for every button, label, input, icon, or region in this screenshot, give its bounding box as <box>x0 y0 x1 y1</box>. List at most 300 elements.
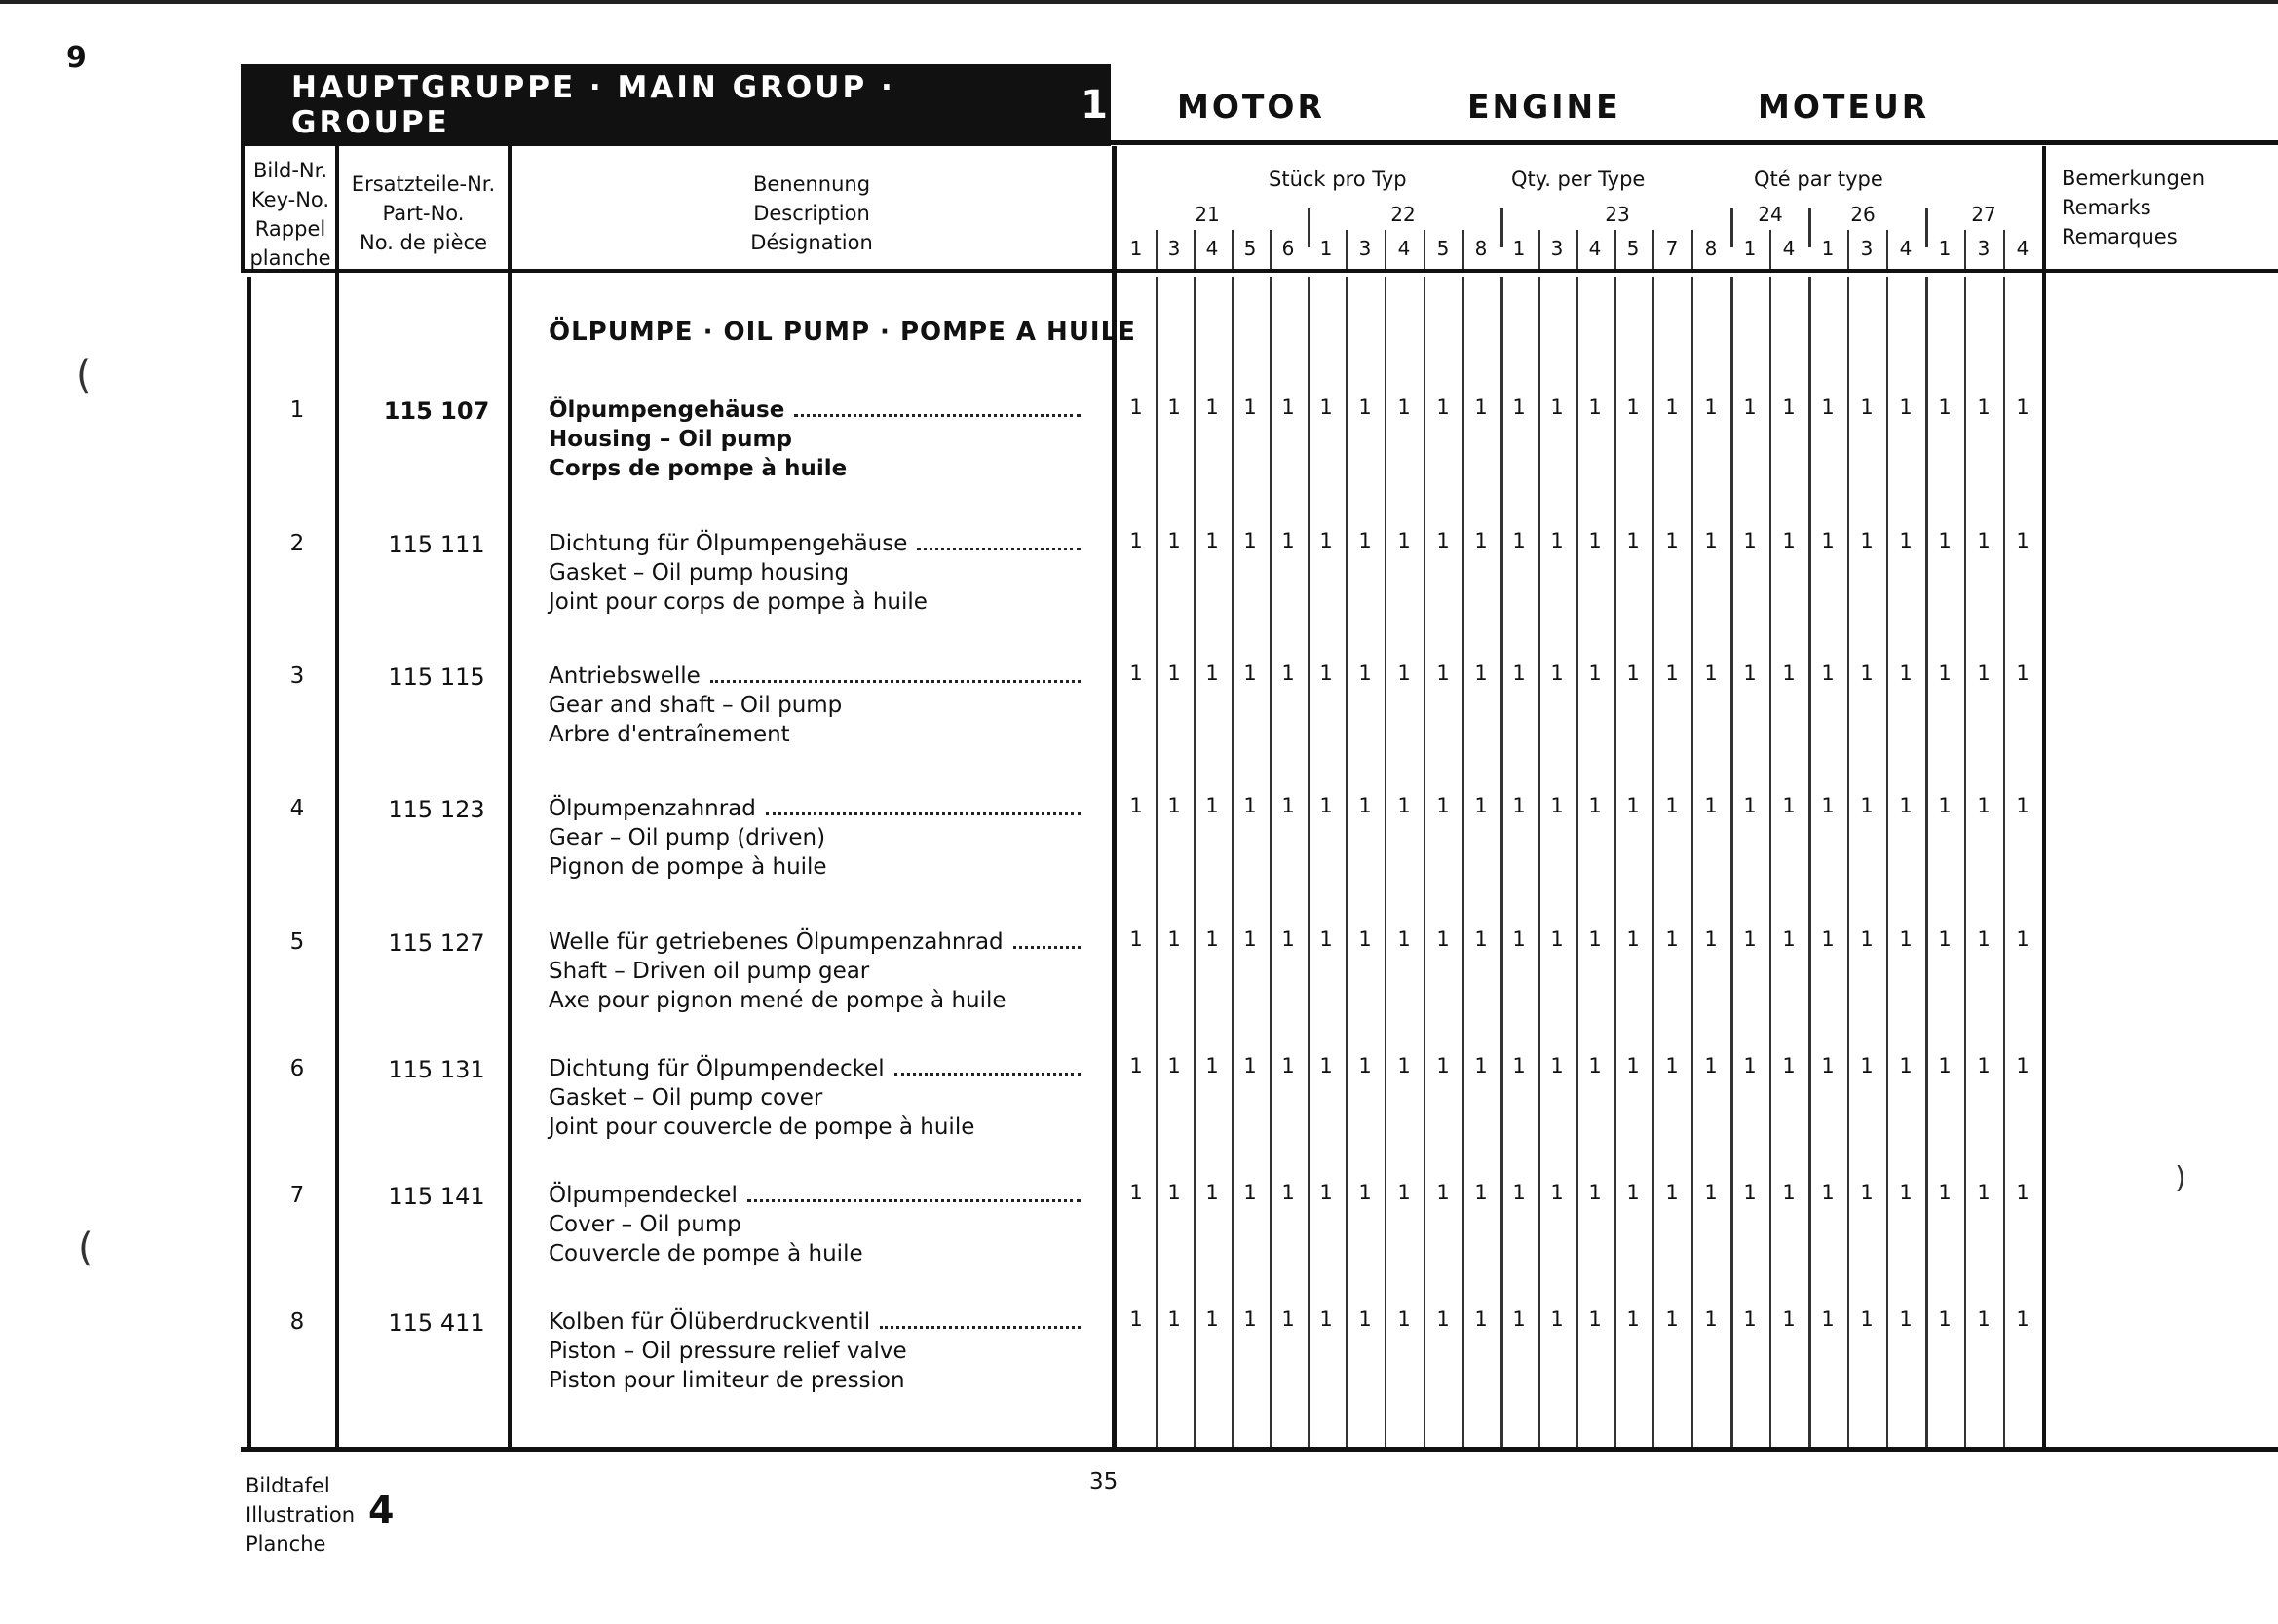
header-top-rule <box>1111 140 2278 145</box>
header-line: Bemerkungen <box>2062 167 2206 190</box>
quantity-cell: 1 <box>1474 1054 1488 1077</box>
qty-column-rule <box>1847 277 1849 1447</box>
quantity-cell: 1 <box>1474 1181 1488 1204</box>
quantity-cell: 1 <box>1281 529 1295 552</box>
part-no-header <box>339 170 508 257</box>
quantity-cell: 1 <box>1743 396 1757 419</box>
qty-subheader: 5 <box>1243 237 1257 260</box>
quantity-cell: 1 <box>1860 1181 1874 1204</box>
qty-header-de: Stück pro Typ <box>1269 168 1407 191</box>
table-bottom-rule <box>241 1447 2278 1452</box>
quantity-cell: 1 <box>1899 529 1913 552</box>
page-number: 35 <box>1089 1469 1119 1494</box>
quantity-cell: 1 <box>1588 1181 1602 1204</box>
margin-mark: ) <box>2175 1161 2186 1195</box>
quantity-cell: 1 <box>1129 529 1143 552</box>
header-line: Key-No. <box>250 188 330 211</box>
quantity-cell: 1 <box>1281 396 1295 419</box>
main-group-banner <box>241 64 1111 146</box>
quantity-cell: 1 <box>1129 396 1143 419</box>
quantity-cell: 1 <box>1665 927 1679 951</box>
footer-label-line: Planche <box>246 1532 326 1556</box>
description-fr: Arbre d'entraînement <box>549 722 790 747</box>
description-en: Gasket – Oil pump housing <box>549 560 850 585</box>
qty-column-rule <box>1500 277 1503 1447</box>
quantity-cell: 1 <box>1821 661 1835 685</box>
quantity-cell: 1 <box>1243 396 1257 419</box>
leader-dots <box>747 1199 1081 1202</box>
quantity-cell: 1 <box>1665 529 1679 552</box>
quantity-cell: 1 <box>1899 396 1913 419</box>
quantity-cell: 1 <box>2016 927 2030 951</box>
quantity-cell: 1 <box>1474 529 1488 552</box>
quantity-cell: 1 <box>1743 794 1757 817</box>
banner-label: HAUPTGRUPPE · MAIN GROUP · GROUPE <box>291 70 895 140</box>
quantity-cell: 1 <box>1821 1054 1835 1077</box>
quantity-cell: 1 <box>1550 1054 1564 1077</box>
banner-group-number: 1 <box>1081 83 1111 128</box>
quantity-cell: 1 <box>1743 661 1757 685</box>
quantity-cell: 1 <box>1319 1307 1333 1331</box>
quantity-cell: 1 <box>1436 1181 1450 1204</box>
quantity-cell: 1 <box>1397 529 1411 552</box>
quantity-cell: 1 <box>1899 927 1913 951</box>
quantity-cell: 1 <box>1704 396 1718 419</box>
qty-column-rule <box>1614 277 1616 1447</box>
description-de-text: Antriebswelle <box>549 663 701 689</box>
quantity-cell: 1 <box>1512 1307 1526 1331</box>
quantity-cell: 1 <box>1550 396 1564 419</box>
quantity-cell: 1 <box>1550 1307 1564 1331</box>
qty-column-rule <box>1308 277 1310 1447</box>
qty-subheader: 4 <box>1588 237 1602 260</box>
quantity-cell: 1 <box>1821 794 1835 817</box>
quantity-cell: 1 <box>1358 529 1372 552</box>
qty-subheader: 3 <box>1358 237 1372 260</box>
quantity-cell: 1 <box>1512 396 1526 419</box>
quantity-cell: 1 <box>1626 1181 1640 1204</box>
description-de-text: Dichtung für Ölpumpendeckel <box>549 1056 885 1081</box>
description-de <box>549 927 1084 957</box>
quantity-cell: 1 <box>2016 529 2030 552</box>
type-label: 23 <box>1605 203 1630 226</box>
header-line: Désignation <box>750 231 873 254</box>
part-number: 115 411 <box>388 1309 485 1337</box>
quantity-cell: 1 <box>2016 1181 2030 1204</box>
quantity-cell: 1 <box>1938 529 1952 552</box>
header-line: Part-No. <box>382 202 465 225</box>
quantity-cell: 1 <box>1167 1181 1181 1204</box>
qty-subheader: 3 <box>1860 237 1874 260</box>
description-en: Shaft – Driven oil pump gear <box>549 959 870 984</box>
quantity-cell: 1 <box>1512 1181 1526 1204</box>
quantity-cell: 1 <box>1397 927 1411 951</box>
quantity-cell: 1 <box>1977 661 1991 685</box>
quantity-cell: 1 <box>1512 661 1526 685</box>
quantity-cell: 1 <box>2016 396 2030 419</box>
header-line: Bild-Nr. <box>252 159 328 182</box>
quantity-cell: 1 <box>1821 529 1835 552</box>
description-en: Gasket – Oil pump cover <box>549 1085 823 1111</box>
quantity-cell: 1 <box>1938 927 1952 951</box>
quantity-cell: 1 <box>1704 794 1718 817</box>
quantity-cell: 1 <box>1743 1181 1757 1204</box>
quantity-cell: 1 <box>1704 1307 1718 1331</box>
quantity-cell: 1 <box>1938 396 1952 419</box>
quantity-cell: 1 <box>1319 661 1333 685</box>
quantity-cell: 1 <box>1129 927 1143 951</box>
quantity-cell: 1 <box>1626 661 1640 685</box>
column-rule <box>2042 146 2046 1450</box>
quantity-cell: 1 <box>1743 927 1757 951</box>
quantity-cell: 1 <box>1436 396 1450 419</box>
description-de <box>549 1181 1084 1210</box>
key-number: 1 <box>289 397 305 423</box>
quantity-cell: 1 <box>1704 661 1718 685</box>
quantity-cell: 1 <box>1474 1307 1488 1331</box>
quantity-cell: 1 <box>1860 1054 1874 1077</box>
quantity-cell: 1 <box>1512 1054 1526 1077</box>
quantity-cell: 1 <box>1860 529 1874 552</box>
quantity-cell: 1 <box>1821 396 1835 419</box>
description-de-text: Dichtung für Ölpumpengehäuse <box>549 531 908 556</box>
quantity-cell: 1 <box>1358 396 1372 419</box>
description-fr: Joint pour corps de pompe à huile <box>549 589 928 615</box>
qty-column-rule <box>1691 277 1693 1447</box>
quantity-cell: 1 <box>1243 529 1257 552</box>
qty-column-rule <box>1769 277 1771 1447</box>
quantity-cell: 1 <box>1550 661 1564 685</box>
header-line: Remarques <box>2062 225 2178 248</box>
quantity-cell: 1 <box>1205 396 1219 419</box>
quantity-cell: 1 <box>1704 529 1718 552</box>
group-title: ÖLPUMPE · OIL PUMP · POMPE A HUILE <box>549 318 1136 347</box>
column-rule <box>241 146 245 269</box>
quantity-cell: 1 <box>1821 927 1835 951</box>
quantity-cell: 1 <box>1938 1307 1952 1331</box>
footer-label-line: Bildtafel <box>246 1474 330 1497</box>
part-description <box>549 1054 1084 1142</box>
description-de <box>549 661 1084 691</box>
part-description <box>549 396 1084 483</box>
quantity-cell: 1 <box>1977 927 1991 951</box>
qty-subheader: 4 <box>1397 237 1411 260</box>
quantity-cell: 1 <box>1243 1307 1257 1331</box>
quantity-cell: 1 <box>2016 661 2030 685</box>
quantity-cell: 1 <box>1319 1181 1333 1204</box>
illustration-label <box>246 1471 355 1559</box>
quantity-cell: 1 <box>1319 529 1333 552</box>
qty-column-rule <box>1538 277 1540 1447</box>
quantity-cell: 1 <box>1319 396 1333 419</box>
quantity-cell: 1 <box>1626 1054 1640 1077</box>
qty-column-rule <box>1652 277 1654 1447</box>
key-number: 8 <box>289 1309 305 1335</box>
description-en: Cover – Oil pump <box>549 1212 741 1237</box>
quantity-cell: 1 <box>1129 1307 1143 1331</box>
quantity-cell: 1 <box>1899 794 1913 817</box>
page-mark: 9 <box>66 41 87 75</box>
description-fr: Pignon de pompe à huile <box>549 854 827 880</box>
quantity-cell: 1 <box>1899 1181 1913 1204</box>
quantity-cell: 1 <box>1665 1181 1679 1204</box>
qty-subheader: 4 <box>1899 237 1913 260</box>
description-de-text: Kolben für Ölüberdruckventil <box>549 1309 871 1335</box>
qty-column-rule <box>1462 277 1464 1447</box>
quantity-cell: 1 <box>1550 927 1564 951</box>
quantity-cell: 1 <box>1358 1054 1372 1077</box>
key-number: 4 <box>289 796 305 821</box>
quantity-cell: 1 <box>1860 1307 1874 1331</box>
qty-column-rule <box>1385 277 1386 1447</box>
description-de-text: Ölpumpenzahnrad <box>549 796 756 821</box>
quantity-cell: 1 <box>1550 794 1564 817</box>
part-description <box>549 794 1084 882</box>
part-number: 115 115 <box>388 663 485 691</box>
description-de-text: Ölpumpendeckel <box>549 1183 738 1208</box>
quantity-cell: 1 <box>1205 529 1219 552</box>
quantity-cell: 1 <box>1899 1054 1913 1077</box>
quantity-cell: 1 <box>1665 661 1679 685</box>
quantity-cell: 1 <box>1358 1181 1372 1204</box>
quantity-cell: 1 <box>1205 794 1219 817</box>
leader-dots <box>917 548 1081 550</box>
quantity-cell: 1 <box>1167 661 1181 685</box>
quantity-cell: 1 <box>1167 1307 1181 1331</box>
part-description <box>549 1181 1084 1268</box>
description-de <box>549 1054 1084 1083</box>
quantity-cell: 1 <box>1899 661 1913 685</box>
key-number: 3 <box>289 663 305 689</box>
description-en: Piston – Oil pressure relief valve <box>549 1339 907 1364</box>
part-number: 115 111 <box>388 531 485 558</box>
quantity-cell: 1 <box>1782 529 1796 552</box>
quantity-cell: 1 <box>1281 794 1295 817</box>
key-number: 5 <box>289 929 305 955</box>
quantity-cell: 1 <box>1704 1054 1718 1077</box>
quantity-cell: 1 <box>1550 529 1564 552</box>
quantity-cell: 1 <box>1626 529 1640 552</box>
quantity-cell: 1 <box>1860 396 1874 419</box>
quantity-cell: 1 <box>1626 396 1640 419</box>
quantity-cell: 1 <box>1782 1307 1796 1331</box>
quantity-cell: 1 <box>2016 1307 2030 1331</box>
quantity-cell: 1 <box>1397 396 1411 419</box>
type-label: 22 <box>1390 203 1416 226</box>
description-en: Gear and shaft – Oil pump <box>549 693 843 718</box>
quantity-cell: 1 <box>1743 529 1757 552</box>
quantity-cell: 1 <box>1665 396 1679 419</box>
quantity-cell: 1 <box>1977 794 1991 817</box>
quantity-cell: 1 <box>1205 927 1219 951</box>
quantity-cell: 1 <box>1243 1054 1257 1077</box>
qty-subheader: 1 <box>1821 237 1835 260</box>
margin-mark: ( <box>76 353 92 397</box>
qty-subheader: 3 <box>1977 237 1991 260</box>
part-description <box>549 927 1084 1015</box>
leader-dots <box>766 812 1081 815</box>
quantity-cell: 1 <box>1243 927 1257 951</box>
quantity-cell: 1 <box>1938 1054 1952 1077</box>
quantity-cell: 1 <box>1821 1307 1835 1331</box>
part-description <box>549 661 1084 749</box>
quantity-cell: 1 <box>1436 529 1450 552</box>
qty-subheader: 7 <box>1665 237 1679 260</box>
qty-subheader: 4 <box>2016 237 2030 260</box>
qty-column-rule <box>1576 277 1578 1447</box>
header-line: Remarks <box>2062 196 2151 219</box>
quantity-cell: 1 <box>1474 794 1488 817</box>
quantity-cell: 1 <box>1977 396 1991 419</box>
qty-subheader: 1 <box>1319 237 1333 260</box>
qty-column-rule <box>1346 277 1348 1447</box>
quantity-cell: 1 <box>1704 1181 1718 1204</box>
quantity-cell: 1 <box>1319 927 1333 951</box>
qty-column-rule <box>1730 277 1733 1447</box>
header-line: Description <box>753 202 870 225</box>
section-title-en: ENGINE <box>1467 88 1621 126</box>
qty-column-rule <box>1424 277 1425 1447</box>
quantity-cell: 1 <box>2016 1054 2030 1077</box>
description-de <box>549 794 1084 823</box>
quantity-cell: 1 <box>1167 794 1181 817</box>
quantity-cell: 1 <box>1588 1054 1602 1077</box>
quantity-cell: 1 <box>1474 927 1488 951</box>
qty-subheader: 8 <box>1474 237 1488 260</box>
description-de <box>549 1307 1084 1337</box>
description-en: Gear – Oil pump (driven) <box>549 825 826 850</box>
quantity-cell: 1 <box>1512 927 1526 951</box>
quantity-cell: 1 <box>1129 1054 1143 1077</box>
quantity-cell: 1 <box>1358 794 1372 817</box>
quantity-cell: 1 <box>1588 661 1602 685</box>
quantity-cell: 1 <box>1782 661 1796 685</box>
quantity-cell: 1 <box>1860 794 1874 817</box>
quantity-cell: 1 <box>1588 529 1602 552</box>
qty-subheader: 1 <box>1938 237 1952 260</box>
quantity-cell: 1 <box>1319 794 1333 817</box>
type-label: 24 <box>1758 203 1783 226</box>
part-description <box>549 1307 1084 1395</box>
quantity-cell: 1 <box>1436 927 1450 951</box>
qty-subheader: 1 <box>1129 237 1143 260</box>
quantity-cell: 1 <box>1436 1054 1450 1077</box>
quantity-cell: 1 <box>1977 1307 1991 1331</box>
part-number: 115 127 <box>388 929 485 957</box>
quantity-cell: 1 <box>1129 794 1143 817</box>
quantity-cell: 1 <box>1167 529 1181 552</box>
description-de-text: Welle für getriebenes Ölpumpenzahnrad <box>549 929 1004 955</box>
quantity-cell: 1 <box>1782 794 1796 817</box>
quantity-cell: 1 <box>1205 1054 1219 1077</box>
leader-dots <box>794 414 1081 417</box>
leader-dots <box>894 1073 1081 1076</box>
quantity-cell: 1 <box>1977 529 1991 552</box>
qty-subheader: 4 <box>1205 237 1219 260</box>
description-fr: Joint pour couvercle de pompe à huile <box>549 1114 975 1140</box>
description-fr: Axe pour pignon mené de pompe à huile <box>549 988 1006 1013</box>
qty-column-rule <box>1270 277 1272 1447</box>
quantity-cell: 1 <box>1860 927 1874 951</box>
quantity-cell: 1 <box>1397 1307 1411 1331</box>
qty-column-rule <box>1886 277 1888 1447</box>
description-fr: Piston pour limiteur de pression <box>549 1368 905 1393</box>
quantity-cell: 1 <box>2016 794 2030 817</box>
quantity-cell: 1 <box>1205 1181 1219 1204</box>
quantity-cell: 1 <box>1626 794 1640 817</box>
type-label: 21 <box>1195 203 1220 226</box>
quantity-cell: 1 <box>1436 794 1450 817</box>
part-number: 115 131 <box>388 1056 485 1083</box>
quantity-cell: 1 <box>1512 794 1526 817</box>
type-label: 27 <box>1971 203 1996 226</box>
quantity-cell: 1 <box>1281 1307 1295 1331</box>
illustration-plate-number: 4 <box>368 1489 395 1531</box>
quantity-cell: 1 <box>1938 661 1952 685</box>
footer-label-line: Illustration <box>246 1503 356 1527</box>
qty-subheader: 4 <box>1782 237 1796 260</box>
quantity-cell: 1 <box>1358 661 1372 685</box>
quantity-cell: 1 <box>1550 1181 1564 1204</box>
qty-column-rule <box>1232 277 1234 1447</box>
quantity-cell: 1 <box>1512 529 1526 552</box>
quantity-cell: 1 <box>1588 794 1602 817</box>
qty-column-rule <box>1808 277 1811 1447</box>
key-number: 6 <box>289 1056 305 1081</box>
quantity-cell: 1 <box>1319 1054 1333 1077</box>
quantity-cell: 1 <box>1205 661 1219 685</box>
section-title-de: MOTOR <box>1177 88 1325 126</box>
quantity-cell: 1 <box>1860 661 1874 685</box>
part-number: 115 123 <box>388 796 485 823</box>
quantity-cell: 1 <box>1665 1054 1679 1077</box>
qty-column-rule <box>1925 277 1928 1447</box>
quantity-cell: 1 <box>1665 794 1679 817</box>
description-en: Housing – Oil pump <box>549 427 792 452</box>
quantity-cell: 1 <box>1782 1181 1796 1204</box>
quantity-cell: 1 <box>1474 396 1488 419</box>
leader-dots <box>880 1326 1081 1329</box>
top-edge-rule <box>0 0 2278 4</box>
qty-subheader: 1 <box>1512 237 1526 260</box>
qty-subheader: 3 <box>1550 237 1564 260</box>
quantity-cell: 1 <box>1474 661 1488 685</box>
quantity-cell: 1 <box>1665 1307 1679 1331</box>
quantity-cell: 1 <box>1743 1054 1757 1077</box>
quantity-cell: 1 <box>1821 1181 1835 1204</box>
qty-column-rule <box>1964 277 1966 1447</box>
header-line: planche <box>249 246 331 270</box>
quantity-cell: 1 <box>1129 661 1143 685</box>
quantity-cell: 1 <box>1167 1054 1181 1077</box>
quantity-cell: 1 <box>1205 1307 1219 1331</box>
qty-subheader: 1 <box>1743 237 1757 260</box>
quantity-cell: 1 <box>1588 1307 1602 1331</box>
quantity-cell: 1 <box>1938 794 1952 817</box>
part-description <box>549 529 1084 617</box>
section-title-fr: MOTEUR <box>1758 88 1930 126</box>
quantity-cell: 1 <box>1397 661 1411 685</box>
quantity-cell: 1 <box>1243 794 1257 817</box>
quantity-cell: 1 <box>1626 1307 1640 1331</box>
description-fr: Corps de pompe à huile <box>549 456 848 481</box>
header-line: Benennung <box>752 172 871 196</box>
key-number: 7 <box>289 1183 305 1208</box>
margin-mark: ( <box>78 1226 94 1270</box>
quantity-cell: 1 <box>1281 661 1295 685</box>
description-de-text: Ölpumpengehäuse <box>549 397 785 423</box>
header-line: Ersatzteile-Nr. <box>351 172 496 196</box>
